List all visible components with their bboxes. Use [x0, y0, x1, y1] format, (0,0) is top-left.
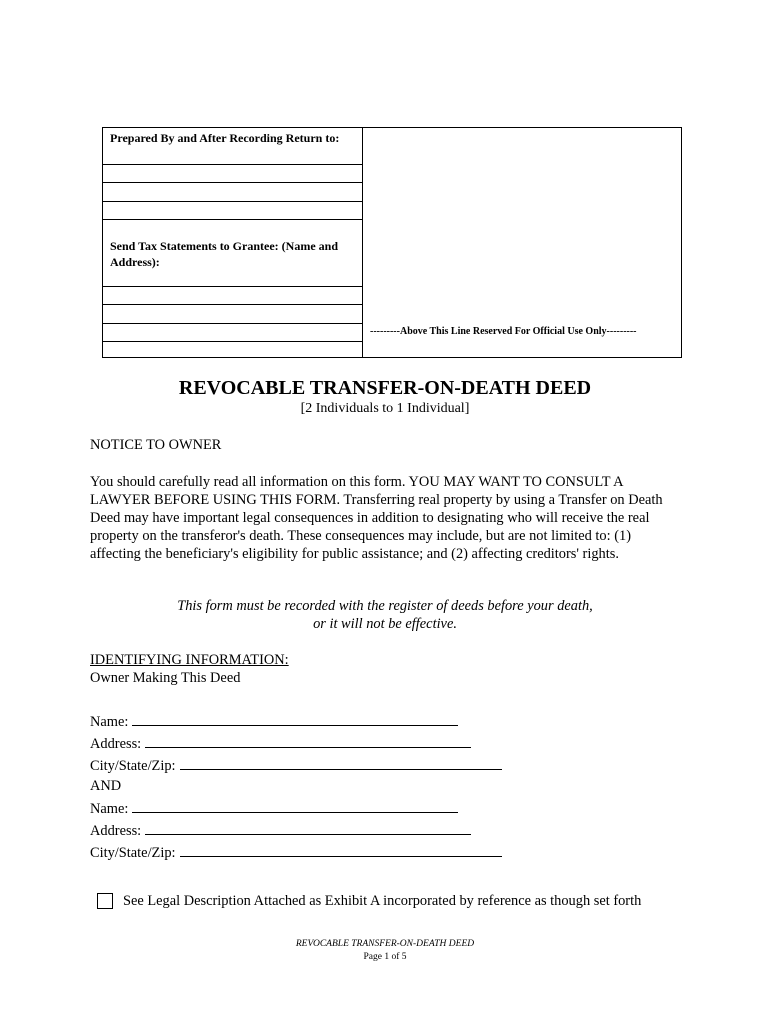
official-use-notice: ---------Above This Line Reserved For Official Use Only---------: [370, 326, 637, 337]
grantee-line-1[interactable]: [103, 286, 362, 287]
owner2-name-label: Name:: [90, 801, 129, 817]
deed-title: REVOCABLE TRANSFER-ON-DEATH DEED: [178, 377, 592, 399]
owner1-city-field: [90, 756, 502, 775]
legal-description-text: See Legal Description Attached as Exhibit A incorporated by reference as though set forth: [123, 893, 642, 909]
notice-heading: NOTICE TO OWNER: [90, 437, 222, 453]
deed-subtitle: [2 Individuals to 1 Individual]: [300, 401, 470, 416]
owner2-city-label: City/State/Zip:: [90, 845, 176, 861]
footer-title: REVOCABLE TRANSFER-ON-DEATH DEED: [295, 939, 475, 949]
owner1-address-label: Address:: [90, 736, 142, 752]
owner1-city-input[interactable]: [180, 756, 502, 770]
recording-requirement-line-2: or it will not be effective.: [313, 616, 457, 632]
return-to-line-3[interactable]: [103, 201, 362, 202]
recording-requirement-line-1: This form must be recorded with the register of deeds before your death,: [177, 598, 593, 614]
owner2-address-label: Address:: [90, 823, 142, 839]
owner-heading: Owner Making This Deed: [90, 670, 241, 686]
owner2-address-input[interactable]: [145, 821, 471, 835]
tax-statements-label: Send Tax Statements to Grantee: (Name and Address):: [110, 239, 338, 269]
owner1-address-field: [90, 734, 471, 753]
grantee-line-4[interactable]: [103, 341, 362, 342]
owner1-name-input[interactable]: [132, 712, 458, 726]
owner1-address-input[interactable]: [145, 734, 471, 748]
return-to-line-4[interactable]: [103, 219, 362, 220]
legal-description-checkbox[interactable]: [97, 893, 113, 909]
page-number: Page 1 of 5: [363, 952, 407, 962]
owner2-city-field: [90, 843, 502, 862]
owner2-city-input[interactable]: [180, 843, 502, 857]
return-to-line-1[interactable]: [103, 164, 362, 165]
recording-requirement-notice: [0, 597, 770, 633]
owner1-name-label: Name:: [90, 714, 129, 730]
owner2-name-input[interactable]: [132, 799, 458, 813]
recording-box: [102, 127, 682, 358]
prepared-by-label: Prepared By and After Recording Return to:: [110, 131, 340, 145]
owner1-name-field: [90, 712, 458, 731]
grantee-line-2[interactable]: [103, 304, 362, 305]
and-label: AND: [90, 778, 122, 794]
owner2-name-field: [90, 799, 458, 818]
grantee-line-3[interactable]: [103, 323, 362, 324]
owner1-city-label: City/State/Zip:: [90, 758, 176, 774]
return-to-line-2[interactable]: [103, 182, 362, 183]
recording-box-left-column: [103, 128, 363, 357]
owner2-address-field: [90, 821, 471, 840]
identifying-information-heading: IDENTIFYING INFORMATION:: [90, 652, 289, 668]
notice-body: You should carefully read all information on this form. YOU MAY WANT TO CONSULT A LAWYER BEFORE USING THIS FORM. Transferring real property by using a Transfer on Death Deed may have important legal consequences in addition to designating who will receive the real property on the transferor's death. These consequences may include, but are not limited to: (1) affecting the beneficiary's eligibility for public assistance; and (2) affecting creditors' rights.: [90, 474, 663, 562]
